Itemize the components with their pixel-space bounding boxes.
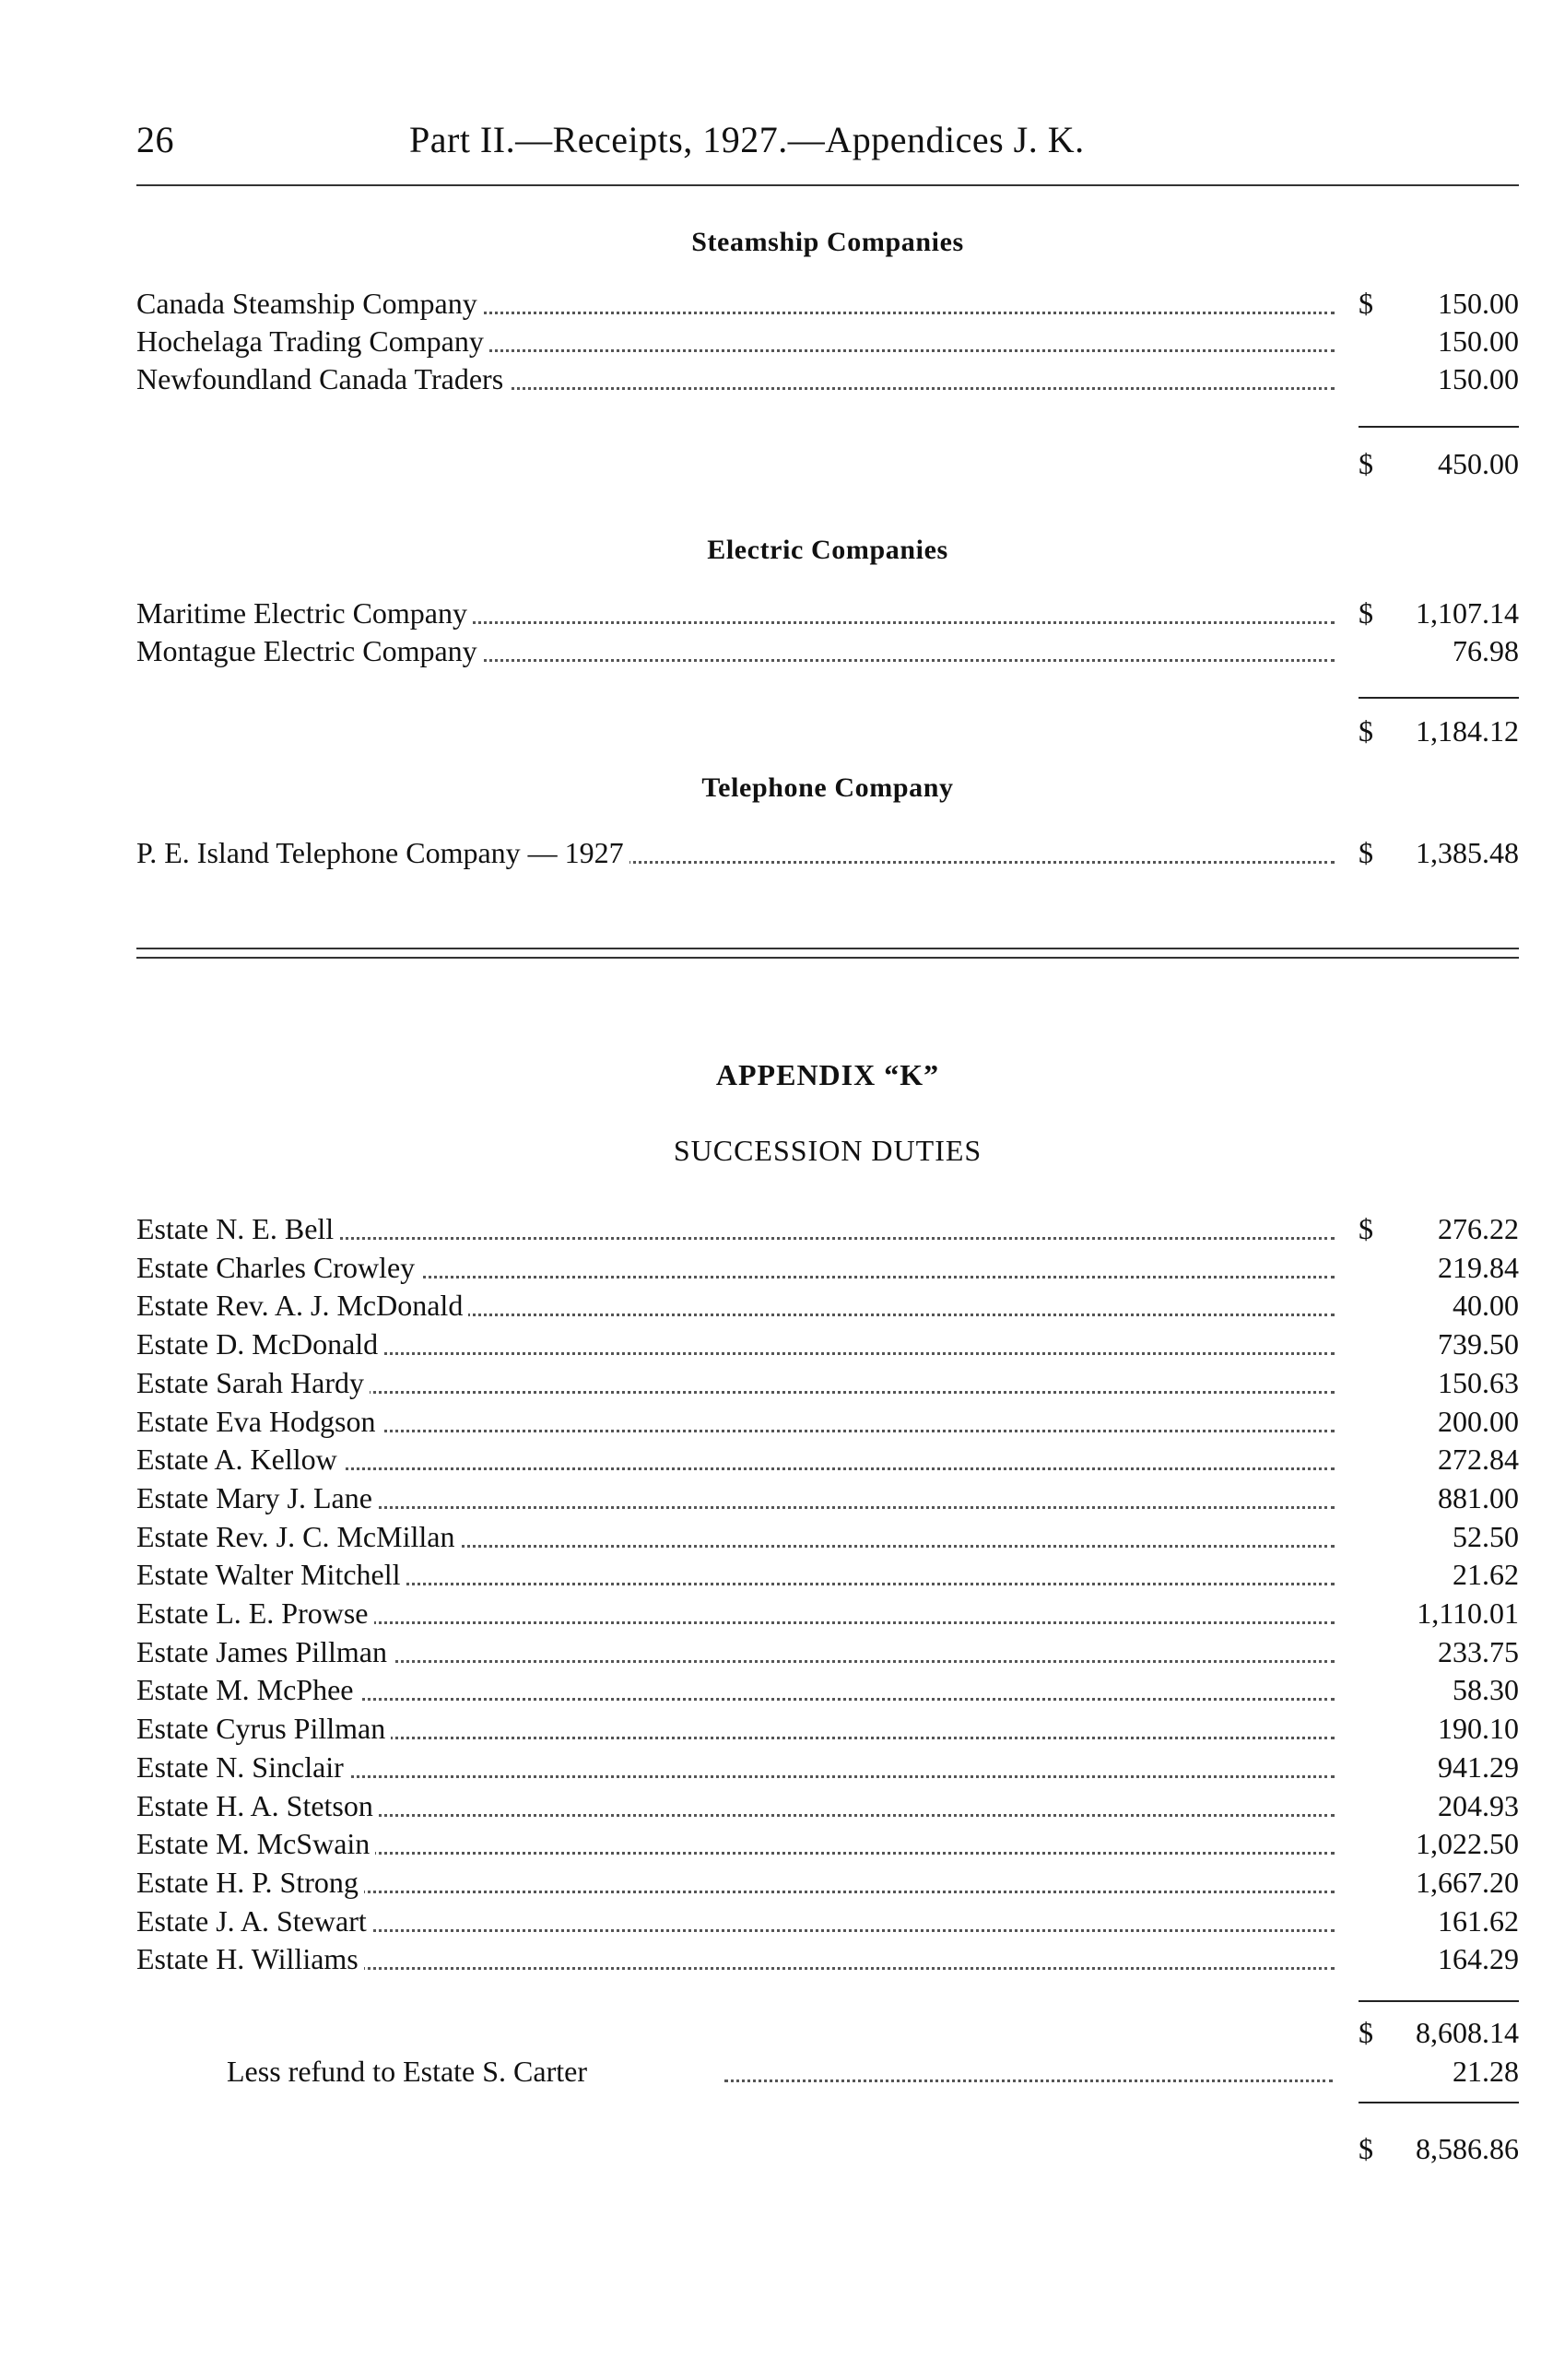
- entry-amount: 1,667.20: [1416, 1865, 1519, 1899]
- page-number: 26: [136, 119, 174, 160]
- dollar-sign: $: [1359, 836, 1373, 869]
- leader-dots: [229, 1467, 1335, 1470]
- entry-amount: 204.93: [1438, 1788, 1519, 1822]
- total-rule: [1359, 2102, 1519, 2103]
- running-title: Part II.—Receipts, 1927.—Appendices J. K.: [409, 119, 1085, 160]
- entry-label: Estate A. Kellow: [136, 1440, 343, 1479]
- section-title-telephone: Telephone Company: [701, 772, 954, 803]
- entry-amount: 1,022.50: [1416, 1827, 1519, 1861]
- refund-amount: 21.28: [1453, 2055, 1519, 2088]
- entry-label: Estate Cyrus Pillman: [136, 1709, 391, 1748]
- dollar-sign: $: [1359, 447, 1373, 480]
- ledger-row: [136, 1209, 1519, 1248]
- subtotal-row: [136, 2013, 1519, 2052]
- entry-amount: 164.29: [1438, 1942, 1519, 1976]
- steamship-total: 450.00: [1438, 447, 1519, 480]
- leader-dots: [229, 1391, 1335, 1394]
- ledger-row: [136, 1402, 1519, 1441]
- ledger-row: [136, 1939, 1519, 1978]
- appendix-subheading: SUCCESSION DUTIES: [673, 1134, 982, 1167]
- entry-label: Estate Walter Mitchell: [136, 1555, 406, 1594]
- entry-label: Estate H. P. Strong: [136, 1863, 364, 1902]
- grand-total: 8,586.86: [1416, 2132, 1519, 2165]
- entry-label: Estate Rev. A. J. McDonald: [136, 1286, 468, 1325]
- dollar-sign: $: [1359, 596, 1373, 630]
- entry-label: Estate D. McDonald: [136, 1325, 383, 1363]
- entry-amount: 150.00: [1438, 362, 1519, 395]
- electric-total-row: [136, 712, 1519, 750]
- ledger-row: [136, 833, 1519, 872]
- ledger-row: [136, 1709, 1519, 1748]
- leader-dots: [229, 1506, 1335, 1509]
- entry-amount: 219.84: [1438, 1250, 1519, 1284]
- grand-total-row: [136, 2129, 1519, 2168]
- entry-label: Estate M. McSwain: [136, 1824, 375, 1863]
- ledger-row: [136, 1248, 1519, 1287]
- total-rule: [1359, 426, 1519, 428]
- entry-amount: 52.50: [1453, 1519, 1519, 1553]
- entry-label: Estate N. Sinclair: [136, 1748, 349, 1786]
- leader-dots: [229, 1852, 1335, 1855]
- entry-label: Estate L. E. Prowse: [136, 1594, 374, 1632]
- leader-dots: [229, 1660, 1335, 1663]
- entry-label: Estate J. A. Stewart: [136, 1902, 372, 1940]
- leader-dots: [229, 1967, 1335, 1970]
- ledger-row: [136, 359, 1519, 398]
- entry-amount: 272.84: [1438, 1443, 1519, 1477]
- page-header: [136, 118, 1519, 173]
- leader-dots: [229, 1814, 1335, 1817]
- ledger-row: [136, 1786, 1519, 1825]
- entry-amount: 200.00: [1438, 1404, 1519, 1438]
- entry-amount: 739.50: [1438, 1327, 1519, 1361]
- entry-label: Montague Electric Company: [136, 631, 483, 670]
- dollar-sign: $: [1359, 714, 1373, 748]
- steamship-total-row: [136, 444, 1519, 483]
- entry-label: Estate M. McPhee: [136, 1670, 359, 1709]
- ledger-row: [136, 1594, 1519, 1632]
- ledger-row: [136, 1670, 1519, 1709]
- ledger-row: [136, 1517, 1519, 1556]
- entry-label: Hochelaga Trading Company: [136, 322, 489, 360]
- leader-dots: [724, 2080, 1333, 2082]
- section-title-electric: Electric Companies: [707, 535, 948, 565]
- entry-amount: 150.63: [1438, 1365, 1519, 1399]
- ledger-row: [136, 1286, 1519, 1325]
- entry-label: Newfoundland Canada Traders: [136, 359, 509, 398]
- leader-dots: [229, 1621, 1335, 1624]
- entry-amount: 276.22: [1438, 1212, 1519, 1245]
- section-divider: [136, 948, 1519, 959]
- entry-label: Canada Steamship Company: [136, 284, 483, 323]
- entry-amount: 1,110.01: [1417, 1596, 1519, 1630]
- leader-dots: [229, 1737, 1335, 1739]
- ledger-row: [136, 1363, 1519, 1402]
- electric-total: 1,184.12: [1416, 714, 1519, 748]
- entry-amount: 233.75: [1438, 1634, 1519, 1668]
- entry-label: Estate Rev. J. C. McMillan: [136, 1517, 460, 1556]
- entry-amount: 150.00: [1438, 324, 1519, 358]
- entry-label: Estate N. E. Bell: [136, 1209, 339, 1248]
- leader-dots: [229, 1775, 1335, 1778]
- leader-dots: [229, 1430, 1335, 1432]
- entry-amount: 76.98: [1453, 634, 1519, 667]
- subtotal-rule: [1359, 2000, 1519, 2002]
- ledger-row: [136, 322, 1519, 360]
- dollar-sign: $: [1359, 1212, 1373, 1245]
- ledger-row: [136, 1555, 1519, 1594]
- entry-label: Maritime Electric Company: [136, 594, 473, 632]
- entry-amount: 21.62: [1453, 1558, 1519, 1592]
- entry-amount: 881.00: [1438, 1480, 1519, 1514]
- entry-amount: 190.10: [1438, 1712, 1519, 1746]
- leader-dots: [229, 1891, 1335, 1893]
- total-rule: [1359, 697, 1519, 699]
- ledger-row: [136, 1824, 1519, 1863]
- dollar-sign: $: [1359, 2016, 1373, 2049]
- section-title-steamship: Steamship Companies: [691, 227, 964, 257]
- dollar-sign: $: [1359, 287, 1373, 320]
- entry-amount: 941.29: [1438, 1750, 1519, 1784]
- entry-label: Estate H. Williams: [136, 1939, 364, 1978]
- ledger-row: [136, 594, 1519, 632]
- ledger-row: [136, 1863, 1519, 1902]
- leader-dots: [229, 1929, 1335, 1932]
- header-rule: [136, 184, 1519, 186]
- ledger-row: [136, 1632, 1519, 1671]
- ledger-row: [136, 1440, 1519, 1479]
- entry-label: Estate Sarah Hardy: [136, 1363, 370, 1402]
- leader-dots: [229, 1237, 1335, 1240]
- entry-label: Estate Mary J. Lane: [136, 1479, 378, 1517]
- subtotal-amount: 8,608.14: [1416, 2016, 1519, 2049]
- entry-amount: 58.30: [1453, 1673, 1519, 1707]
- entry-amount: 1,385.48: [1416, 836, 1519, 869]
- leader-dots: [229, 1352, 1335, 1355]
- entry-label: Estate James Pillman: [136, 1632, 393, 1671]
- entry-amount: 1,107.14: [1416, 596, 1519, 630]
- entry-amount: 40.00: [1453, 1289, 1519, 1323]
- leader-dots: [229, 1698, 1335, 1701]
- entry-amount: 150.00: [1438, 287, 1519, 320]
- entry-amount: 161.62: [1438, 1903, 1519, 1938]
- dollar-sign: $: [1359, 2132, 1373, 2165]
- appendix-heading: APPENDIX “K”: [715, 1058, 940, 1091]
- ledger-row: [136, 1902, 1519, 1940]
- ledger-row: [136, 284, 1519, 323]
- entry-label: Estate H. A. Stetson: [136, 1786, 379, 1825]
- entry-label: Estate Charles Crowley: [136, 1248, 420, 1287]
- entry-label: Estate Eva Hodgson: [136, 1402, 382, 1441]
- ledger-row: [136, 1325, 1519, 1363]
- ledger-row: [136, 1748, 1519, 1786]
- entry-label: P. E. Island Telephone Company — 1927: [136, 833, 629, 872]
- ledger-row: [136, 631, 1519, 670]
- refund-label: Less refund to Estate S. Carter: [227, 2052, 593, 2091]
- refund-row: [227, 2052, 1519, 2091]
- ledger-row: [136, 1479, 1519, 1517]
